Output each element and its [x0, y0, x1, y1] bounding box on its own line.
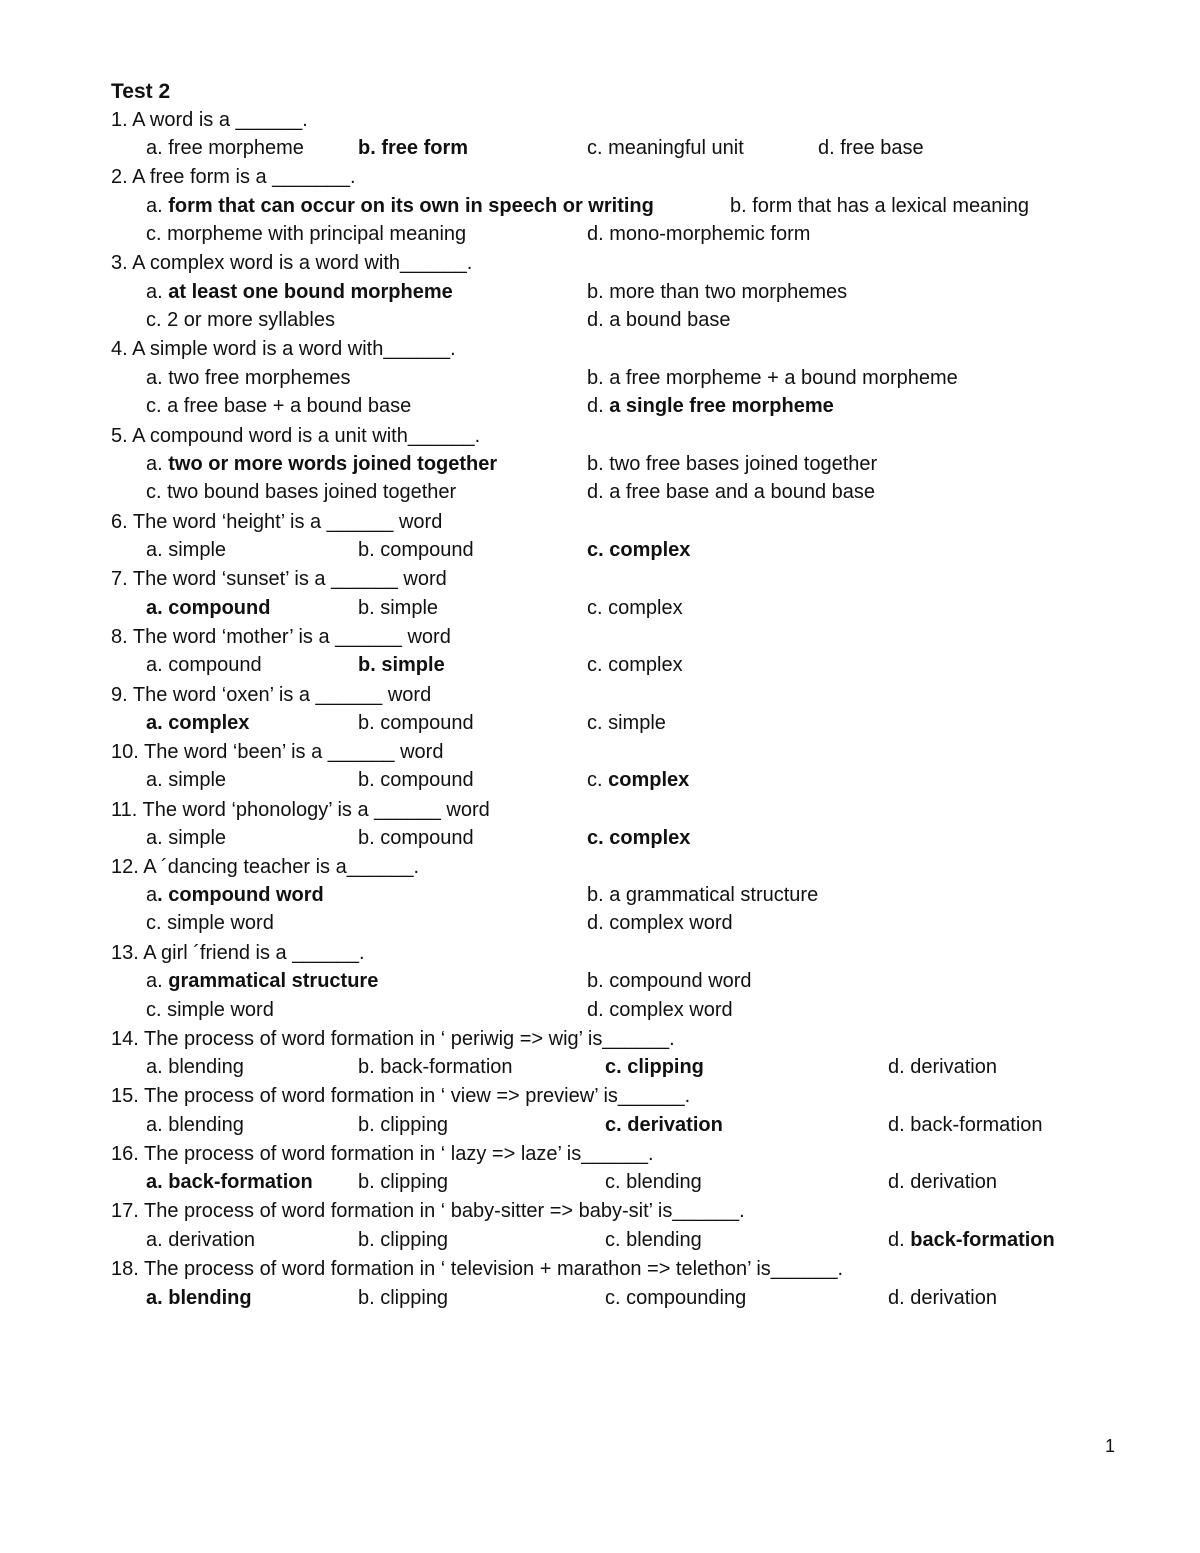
question-stem: [0, 166, 1200, 195]
answer-option: [605, 1056, 704, 1079]
option-text: a. blending: [146, 1114, 244, 1136]
answer-option: [146, 654, 262, 677]
answer-row: [0, 999, 1200, 1028]
page-number: 1: [1105, 1436, 1116, 1456]
answer-row: [0, 1114, 1200, 1143]
option-text: d. derivation: [888, 1056, 997, 1078]
answer-option: [587, 137, 744, 160]
answer-row: [0, 281, 1200, 310]
answer-option: [146, 597, 270, 620]
answer-option: [146, 367, 351, 390]
correct-answer-text: c. complex: [587, 827, 691, 849]
option-text: b. simple: [358, 597, 439, 619]
option-text: d. complex word: [587, 999, 733, 1021]
option-text: a. blending: [146, 1056, 244, 1078]
question-text: 14. The process of word formation in ‘ periwig => wig’ is______.: [111, 1028, 675, 1050]
option-text: b. compound: [358, 712, 474, 734]
answer-option: [605, 1171, 702, 1194]
answer-option: [146, 309, 335, 332]
answer-option: [587, 999, 733, 1022]
option-text: b. form that has a lexical meaning: [730, 195, 1030, 217]
option-text: c. blending: [605, 1229, 702, 1251]
option-text: a. simple: [146, 539, 227, 561]
answer-option: [146, 481, 456, 504]
answer-option: [358, 827, 474, 850]
answer-row: [0, 970, 1200, 999]
question-stem: [0, 799, 1200, 828]
option-text: a. simple: [146, 827, 227, 849]
option-text: b. clipping: [358, 1287, 449, 1309]
option-text: c. a free base + a bound base: [146, 395, 412, 417]
answer-row: [0, 1056, 1200, 1085]
option-text: b. clipping: [358, 1229, 449, 1251]
answer-option: [587, 654, 683, 677]
option-text: b. two free bases joined together: [587, 453, 878, 475]
answer-option: [358, 1056, 513, 1079]
answer-option: [587, 223, 810, 246]
correct-answer-text: at least one bound morpheme: [168, 281, 453, 303]
option-text: d. a bound base: [587, 309, 731, 331]
option-text: a. simple: [146, 769, 227, 791]
answer-option: [358, 1114, 448, 1137]
question-stem: [0, 1258, 1200, 1287]
question-text: 16. The process of word formation in ‘ lazy => laze’ is______.: [111, 1143, 654, 1165]
answer-option: [146, 1287, 252, 1310]
question-stem: [0, 252, 1200, 281]
answer-option: [587, 884, 818, 907]
answer-option: [730, 195, 1029, 218]
option-text: b. compound: [358, 827, 474, 849]
option-text: d. free base: [818, 137, 924, 159]
answer-option: [888, 1056, 997, 1079]
question-stem: [0, 1143, 1200, 1172]
option-text: a.: [146, 970, 169, 992]
answer-row: [0, 223, 1200, 252]
answer-option: [146, 223, 466, 246]
answer-option: [605, 1114, 723, 1137]
answer-option: [358, 1287, 448, 1310]
answer-option: [587, 712, 666, 735]
answer-option: [358, 539, 474, 562]
option-text: b. compound: [358, 769, 474, 791]
correct-answer-text: two or more words joined together: [168, 453, 498, 475]
option-text: d. derivation: [888, 1287, 997, 1309]
answer-row: [0, 827, 1200, 856]
option-text: a. two free morphemes: [146, 367, 351, 389]
option-text: d. derivation: [888, 1171, 997, 1193]
correct-answer-text: grammatical structure: [168, 970, 379, 992]
answer-option: [587, 970, 752, 993]
option-text: d. a free base and a bound base: [587, 481, 876, 503]
correct-answer-text: c. complex: [587, 539, 691, 561]
answer-option: [358, 137, 468, 160]
correct-answer-text: b. free form: [358, 137, 469, 159]
answer-row: [0, 539, 1200, 568]
answer-option: [605, 1287, 746, 1310]
option-text: a.: [146, 453, 169, 475]
option-text: c. complex: [587, 597, 683, 619]
answer-option: [146, 281, 453, 304]
correct-answer-text: c. derivation: [605, 1114, 723, 1136]
answer-option: [587, 281, 847, 304]
question-text: 10. The word ‘been’ is a ______ word: [111, 741, 444, 763]
option-text: b. compound: [358, 539, 474, 561]
answer-option: [888, 1287, 997, 1310]
question-stem: [0, 942, 1200, 971]
option-text: c. simple word: [146, 912, 274, 934]
answer-option: [587, 395, 834, 418]
answer-option: [587, 539, 690, 562]
answer-option: [587, 597, 683, 620]
option-text: c. simple word: [146, 999, 274, 1021]
answer-row: [0, 1171, 1200, 1200]
question-text: 13. A girl ´friend is a ______.: [111, 942, 365, 964]
answer-option: [888, 1171, 997, 1194]
option-text: c. meaningful unit: [587, 137, 744, 159]
question-text: 8. The word ‘mother’ is a ______ word: [111, 626, 451, 648]
answer-option: [358, 1229, 448, 1252]
answer-option: [146, 884, 324, 907]
answer-row: [0, 195, 1200, 224]
answer-option: [146, 395, 411, 418]
option-text: c. morpheme with principal meaning: [146, 223, 467, 245]
answer-option: [146, 1056, 244, 1079]
question-stem: [0, 1200, 1200, 1229]
option-text: a. free morpheme: [146, 137, 304, 159]
question-stem: [0, 511, 1200, 540]
correct-answer-text: b. simple: [358, 654, 445, 676]
correct-answer-text: a. blending: [146, 1287, 252, 1309]
answer-option: [146, 999, 274, 1022]
correct-answer-text: form that can occur on its own in speech or writing: [168, 195, 654, 217]
question-stem: [0, 425, 1200, 454]
answer-option: [146, 912, 274, 935]
option-text: c. compounding: [605, 1287, 747, 1309]
correct-answer-text: a single free morpheme: [609, 395, 834, 417]
answer-option: [358, 597, 438, 620]
option-text: d. back-formation: [888, 1114, 1043, 1136]
answer-option: [587, 769, 689, 792]
option-text: a. derivation: [146, 1229, 255, 1251]
option-text: b. back-formation: [358, 1056, 513, 1078]
question-text: 17. The process of word formation in ‘ baby-sitter => baby-sit’ is______.: [111, 1200, 745, 1222]
question-text: 11. The word ‘phonology’ is a ______ word: [111, 799, 490, 821]
answer-option: [146, 769, 226, 792]
question-text: 9. The word ‘oxen’ is a ______ word: [111, 684, 432, 706]
option-text: b. clipping: [358, 1114, 449, 1136]
option-text: a: [146, 884, 158, 906]
answer-option: [146, 970, 378, 993]
correct-answer-text: a. compound: [146, 597, 271, 619]
answer-option: [587, 367, 958, 390]
option-text: d. mono-morphemic form: [587, 223, 811, 245]
question-text: 18. The process of word formation in ‘ television + marathon => telethon’ is______.: [111, 1258, 844, 1280]
question-text: 4. A simple word is a word with______.: [111, 338, 456, 360]
question-text: 3. A complex word is a word with______.: [111, 252, 473, 274]
option-text: c.: [587, 769, 609, 791]
option-text: d.: [587, 395, 610, 417]
option-text: a. compound: [146, 654, 262, 676]
answer-row: [0, 1229, 1200, 1258]
answer-row: [0, 309, 1200, 338]
answer-option: [146, 1229, 255, 1252]
answer-row: [0, 912, 1200, 941]
answer-option: [587, 481, 875, 504]
answer-row: [0, 137, 1200, 166]
question-stem: [0, 1028, 1200, 1057]
answer-option: [358, 712, 474, 735]
answer-row: [0, 597, 1200, 626]
answer-row: [0, 395, 1200, 424]
question-stem: [0, 109, 1200, 138]
question-stem: [0, 568, 1200, 597]
answer-option: [888, 1229, 1055, 1252]
option-text: b. compound word: [587, 970, 752, 992]
answer-option: [146, 1171, 313, 1194]
answer-option: [587, 912, 733, 935]
correct-answer-text: complex: [608, 769, 690, 791]
question-text: 6. The word ‘height’ is a ______ word: [111, 511, 443, 533]
answer-option: [888, 1114, 1043, 1137]
answer-option: [818, 137, 924, 160]
answer-option: [358, 769, 474, 792]
question-stem: [0, 856, 1200, 885]
answer-row: [0, 481, 1200, 510]
option-text: a.: [146, 195, 169, 217]
answer-option: [146, 137, 304, 160]
option-text: b. a free morpheme + a bound morpheme: [587, 367, 958, 389]
question-text: 7. The word ‘sunset’ is a ______ word: [111, 568, 447, 590]
option-text: c. complex: [587, 654, 683, 676]
answer-row: [0, 712, 1200, 741]
question-stem: [0, 338, 1200, 367]
answer-option: [146, 1114, 244, 1137]
answer-option: [587, 827, 690, 850]
answer-option: [146, 195, 654, 218]
correct-answer-text: . compound word: [157, 884, 324, 906]
question-stem: [0, 1085, 1200, 1114]
correct-answer-text: a. complex: [146, 712, 250, 734]
question-text: 5. A compound word is a unit with______.: [111, 425, 481, 447]
option-text: c. 2 or more syllables: [146, 309, 335, 331]
answer-option: [146, 712, 249, 735]
answer-option: [146, 539, 226, 562]
question-text: 1. A word is a ______.: [111, 109, 308, 131]
option-text: b. a grammatical structure: [587, 884, 819, 906]
answer-row: [0, 884, 1200, 913]
page-title: Test 2: [111, 80, 171, 103]
option-text: b. clipping: [358, 1171, 449, 1193]
answer-row: [0, 453, 1200, 482]
answer-option: [358, 654, 445, 677]
option-text: c. two bound bases joined together: [146, 481, 457, 503]
answer-option: [146, 827, 226, 850]
answer-option: [605, 1229, 702, 1252]
answer-row: [0, 654, 1200, 683]
correct-answer-text: back-formation: [910, 1229, 1055, 1251]
answer-row: [0, 367, 1200, 396]
question-text: 12. A ´dancing teacher is a______.: [111, 856, 420, 878]
answer-option: [146, 453, 497, 476]
question-stem: [0, 684, 1200, 713]
question-stem: [0, 741, 1200, 770]
answer-row: [0, 769, 1200, 798]
correct-answer-text: a. back-formation: [146, 1171, 313, 1193]
option-text: d. complex word: [587, 912, 733, 934]
question-text: 2. A free form is a _______.: [111, 166, 356, 188]
answer-option: [587, 309, 730, 332]
option-text: d.: [888, 1229, 911, 1251]
answer-option: [358, 1171, 448, 1194]
option-text: c. blending: [605, 1171, 702, 1193]
question-stem: [0, 626, 1200, 655]
answer-row: [0, 1287, 1200, 1316]
option-text: c. simple: [587, 712, 666, 734]
answer-option: [587, 453, 877, 476]
option-text: a.: [146, 281, 169, 303]
correct-answer-text: c. clipping: [605, 1056, 704, 1078]
question-text: 15. The process of word formation in ‘ view => preview’ is______.: [111, 1085, 691, 1107]
option-text: b. more than two morphemes: [587, 281, 848, 303]
